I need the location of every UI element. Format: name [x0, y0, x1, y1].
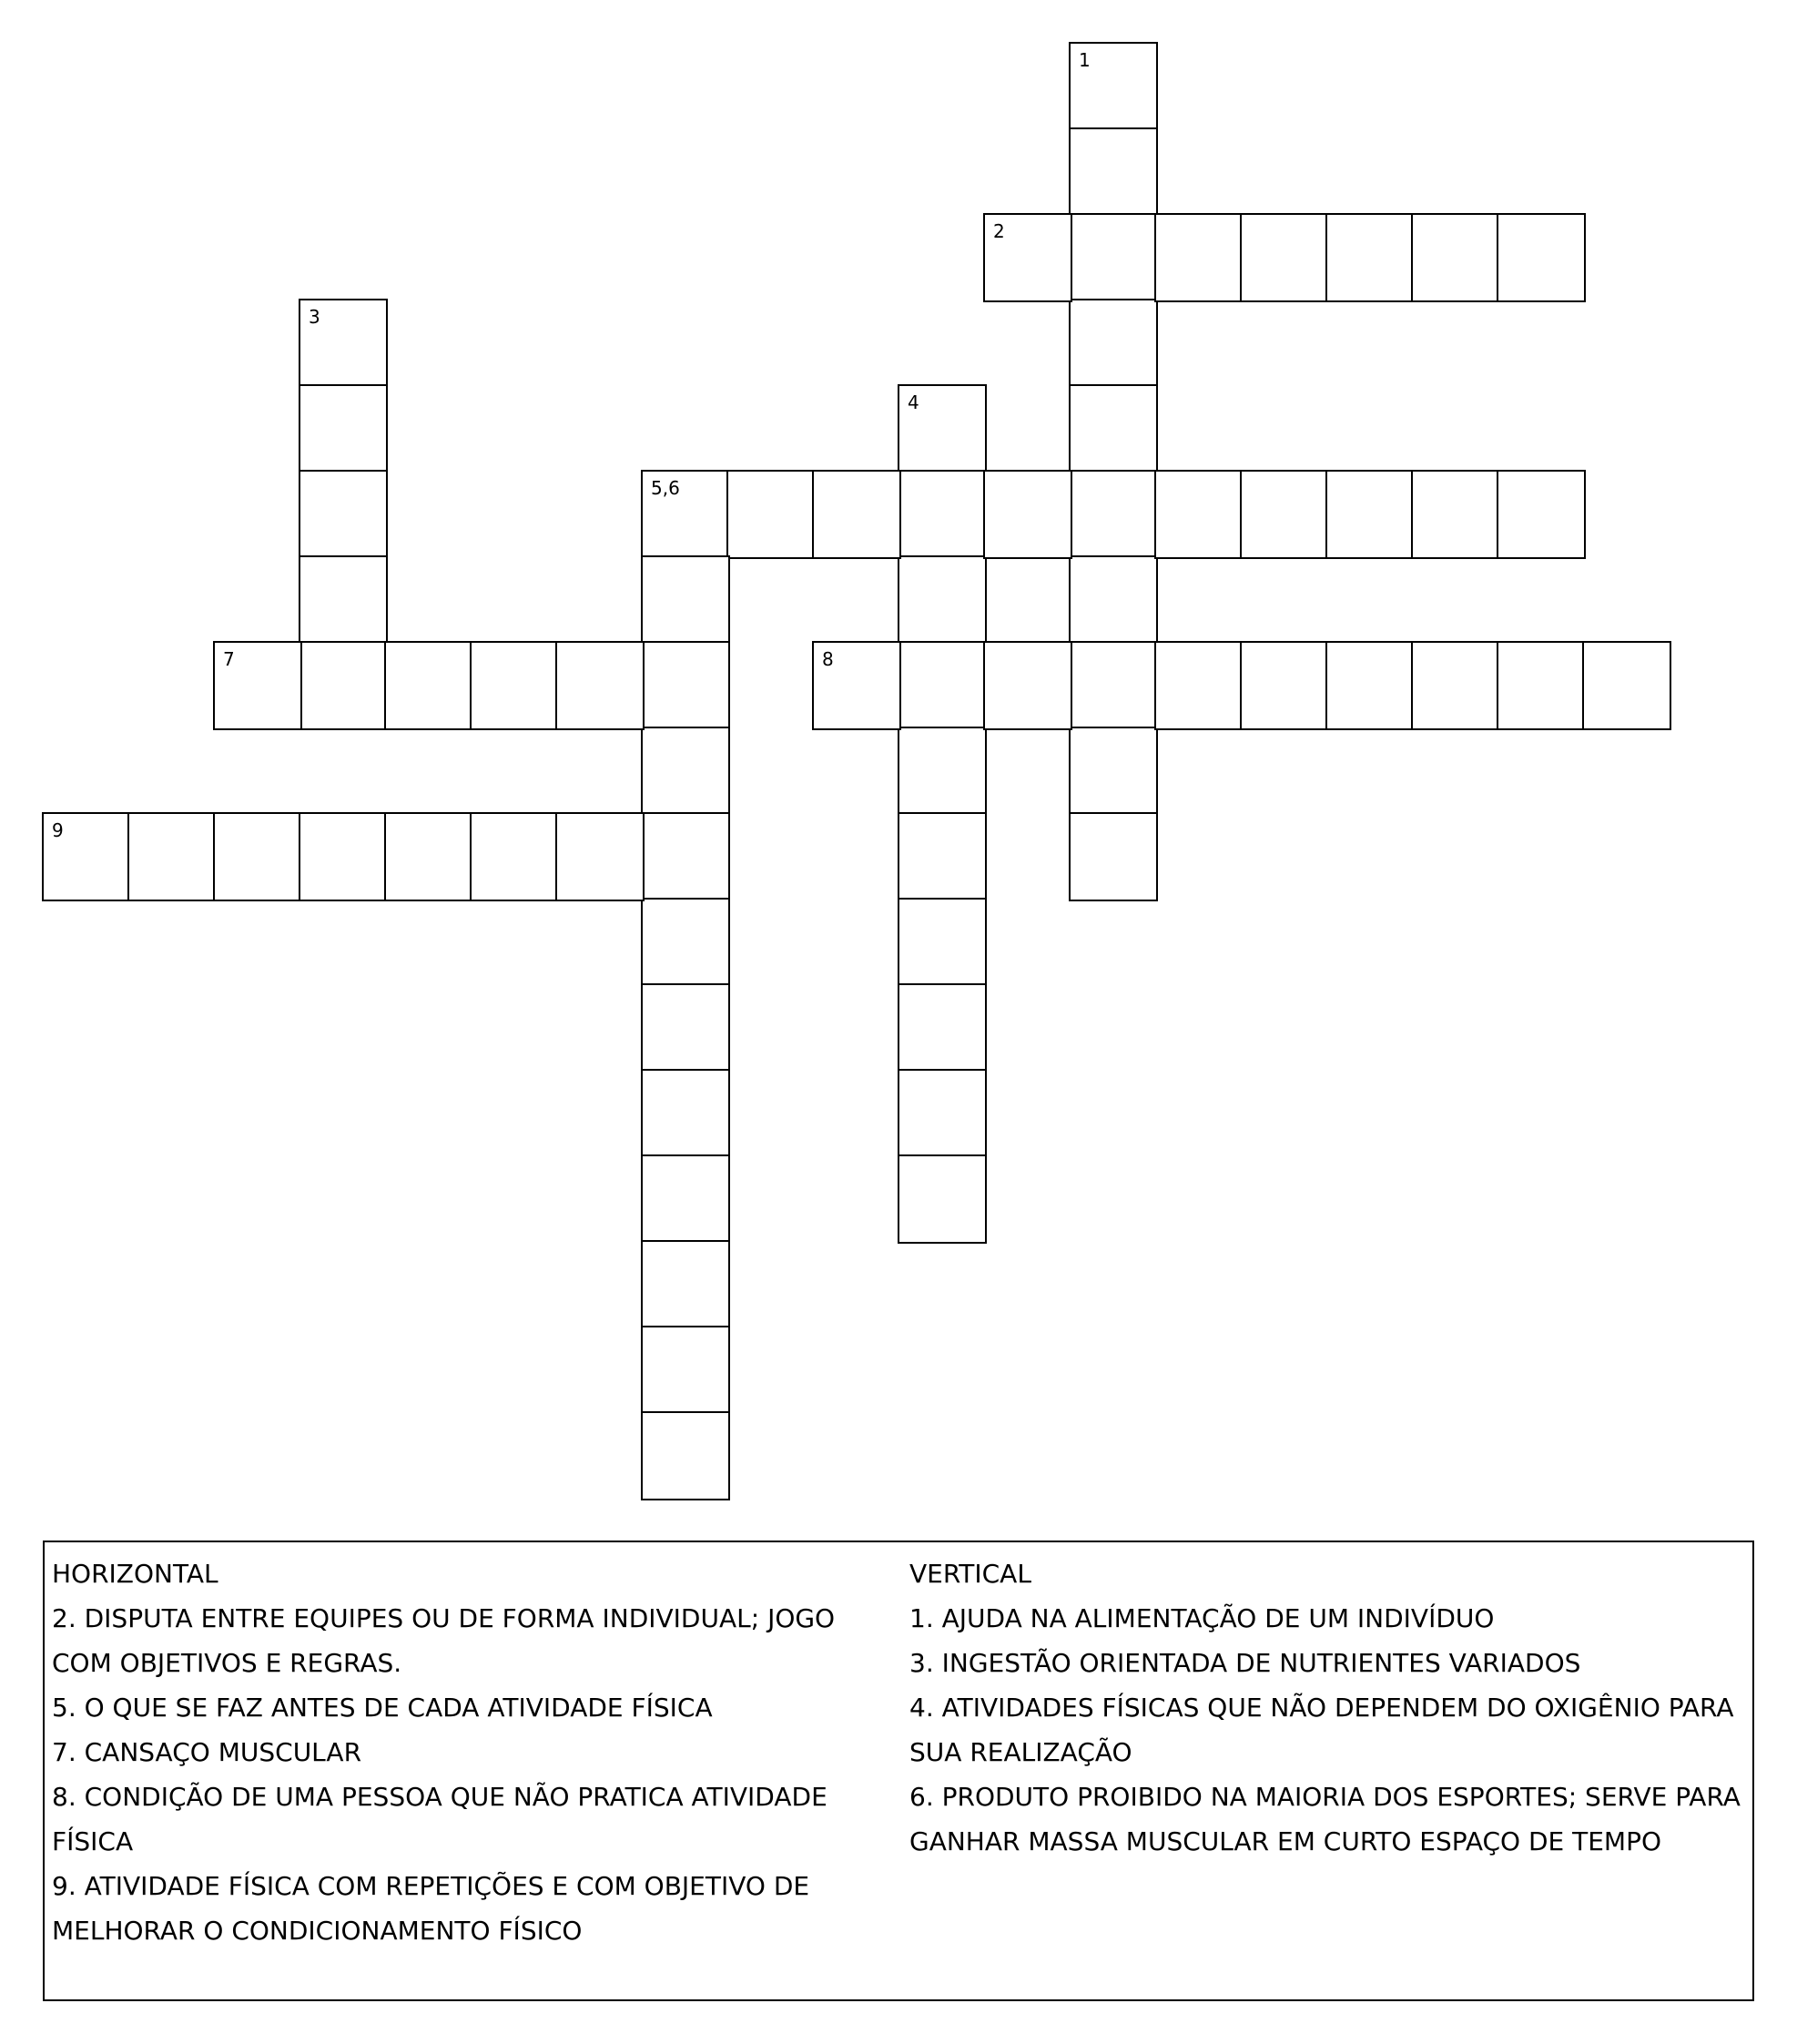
horizontal-heading: HORIZONTAL: [52, 1559, 218, 1589]
vertical-clue-line: 4. ATIVIDADES FÍSICAS QUE NÃO DEPENDEM DO OXIGÊNIO PARA: [909, 1693, 1734, 1723]
crossword-cell[interactable]: [812, 470, 901, 559]
crossword-cell[interactable]: [299, 812, 388, 901]
crossword-cell[interactable]: [641, 898, 730, 987]
crossword-cell[interactable]: [1497, 641, 1586, 730]
crossword-cell[interactable]: [898, 1069, 987, 1158]
crossword-cell[interactable]: [983, 470, 1072, 559]
clue-number: 8: [822, 648, 834, 670]
crossword-cell[interactable]: [641, 555, 730, 645]
crossword-cell[interactable]: [726, 470, 816, 559]
crossword-cell[interactable]: [898, 1154, 987, 1244]
crossword-cell[interactable]: [1154, 213, 1244, 302]
clue-number: 1: [1079, 49, 1091, 71]
crossword-cell[interactable]: [1411, 470, 1500, 559]
crossword-cell[interactable]: [641, 812, 730, 901]
horizontal-clue-line: 9. ATIVIDADE FÍSICA COM REPETIÇÕES E COM OBJETIVO DE: [52, 1871, 810, 1901]
crossword-cell[interactable]: [1411, 641, 1500, 730]
crossword-cell[interactable]: [470, 641, 559, 730]
horizontal-clue-line: 8. CONDIÇÃO DE UMA PESSOA QUE NÃO PRATICA ATIVIDADE: [52, 1782, 827, 1812]
crossword-cell[interactable]: [299, 384, 388, 473]
crossword-cell[interactable]: [1497, 470, 1586, 559]
crossword-cell[interactable]: [127, 812, 217, 901]
crossword-cell[interactable]: [42, 812, 131, 901]
vertical-clues: [909, 1551, 1747, 1864]
crossword-cell[interactable]: [1325, 641, 1415, 730]
crossword-cell[interactable]: [641, 1154, 730, 1244]
crossword-cell[interactable]: [1411, 213, 1500, 302]
crossword-cell[interactable]: [213, 812, 302, 901]
crossword-cell[interactable]: [1069, 641, 1158, 730]
crossword-cell[interactable]: [898, 727, 987, 816]
crossword-cell[interactable]: [1069, 555, 1158, 645]
crossword-cell[interactable]: [898, 898, 987, 987]
clue-number: 4: [908, 392, 919, 413]
clue-number: 9: [52, 819, 64, 841]
crossword-cell[interactable]: [213, 641, 302, 730]
crossword-cell[interactable]: [1582, 641, 1671, 730]
horizontal-clue-line: COM OBJETIVOS E REGRAS.: [52, 1648, 402, 1678]
vertical-clue-line: 6. PRODUTO PROIBIDO NA MAIORIA DOS ESPORTES; SERVE PARA: [909, 1782, 1741, 1812]
crossword-cell[interactable]: [898, 384, 987, 473]
crossword-cell[interactable]: [983, 213, 1072, 302]
crossword-cell[interactable]: [299, 555, 388, 645]
crossword-cell[interactable]: [1069, 42, 1158, 131]
crossword-cell[interactable]: [470, 812, 559, 901]
crossword-cell[interactable]: [898, 641, 987, 730]
clue-number: 5,6: [651, 477, 680, 499]
crossword-cell[interactable]: [641, 1326, 730, 1415]
vertical-heading: VERTICAL: [909, 1559, 1031, 1589]
crossword-cell[interactable]: [1069, 812, 1158, 901]
crossword-cell[interactable]: [1497, 213, 1586, 302]
crossword-cell[interactable]: [1069, 299, 1158, 388]
clue-number: 7: [223, 648, 235, 670]
crossword-cell[interactable]: [898, 470, 987, 559]
crossword-cell[interactable]: [641, 1240, 730, 1329]
vertical-clue-line: GANHAR MASSA MUSCULAR EM CURTO ESPAÇO DE TEMPO: [909, 1826, 1662, 1856]
crossword-cell[interactable]: [641, 727, 730, 816]
crossword-cell[interactable]: [1325, 470, 1415, 559]
horizontal-clue-line: 5. O QUE SE FAZ ANTES DE CADA ATIVIDADE FÍSICA: [52, 1693, 713, 1723]
crossword-cell[interactable]: [641, 983, 730, 1073]
crossword-cell[interactable]: [384, 812, 473, 901]
crossword-cell[interactable]: [1154, 470, 1244, 559]
crossword-cell[interactable]: [1069, 727, 1158, 816]
crossword-cell[interactable]: [1240, 470, 1329, 559]
crossword-cell[interactable]: [641, 470, 730, 559]
crossword-cell[interactable]: [555, 812, 645, 901]
crossword-cell[interactable]: [983, 641, 1072, 730]
crossword-cell[interactable]: [898, 812, 987, 901]
crossword-cell[interactable]: [299, 641, 388, 730]
crossword-cell[interactable]: [555, 641, 645, 730]
clues-box: [43, 1541, 1754, 2001]
horizontal-clue-line: 2. DISPUTA ENTRE EQUIPES OU DE FORMA INDIVIDUAL; JOGO: [52, 1603, 836, 1633]
clue-number: 3: [309, 306, 320, 328]
crossword-cell[interactable]: [898, 983, 987, 1073]
crossword-cell[interactable]: [1240, 213, 1329, 302]
horizontal-clue-line: MELHORAR O CONDICIONAMENTO FÍSICO: [52, 1916, 583, 1946]
horizontal-clue-line: FÍSICA: [52, 1826, 134, 1856]
crossword-cell[interactable]: [641, 1411, 730, 1500]
crossword-cell[interactable]: [1069, 213, 1158, 302]
crossword-cell[interactable]: [1069, 127, 1158, 217]
crossword-cell[interactable]: [1154, 641, 1244, 730]
clue-number: 2: [993, 220, 1005, 242]
crossword-cell[interactable]: [299, 470, 388, 559]
horizontal-clue-line: 7. CANSAÇO MUSCULAR: [52, 1737, 362, 1767]
crossword-cell[interactable]: [299, 299, 388, 388]
vertical-clue-line: 3. INGESTÃO ORIENTADA DE NUTRIENTES VARIADOS: [909, 1648, 1581, 1678]
vertical-clue-line: SUA REALIZAÇÃO: [909, 1737, 1132, 1767]
crossword-cell[interactable]: [1240, 641, 1329, 730]
crossword-cell[interactable]: [1069, 470, 1158, 559]
vertical-clue-line: 1. AJUDA NA ALIMENTAÇÃO DE UM INDIVÍDUO: [909, 1603, 1495, 1633]
crossword-cell[interactable]: [812, 641, 901, 730]
crossword-cell[interactable]: [1325, 213, 1415, 302]
horizontal-clues: [52, 1551, 889, 1953]
crossword-cell[interactable]: [1069, 384, 1158, 473]
crossword-cell[interactable]: [384, 641, 473, 730]
crossword-cell[interactable]: [641, 1069, 730, 1158]
crossword-cell[interactable]: [641, 641, 730, 730]
crossword-cell[interactable]: [898, 555, 987, 645]
